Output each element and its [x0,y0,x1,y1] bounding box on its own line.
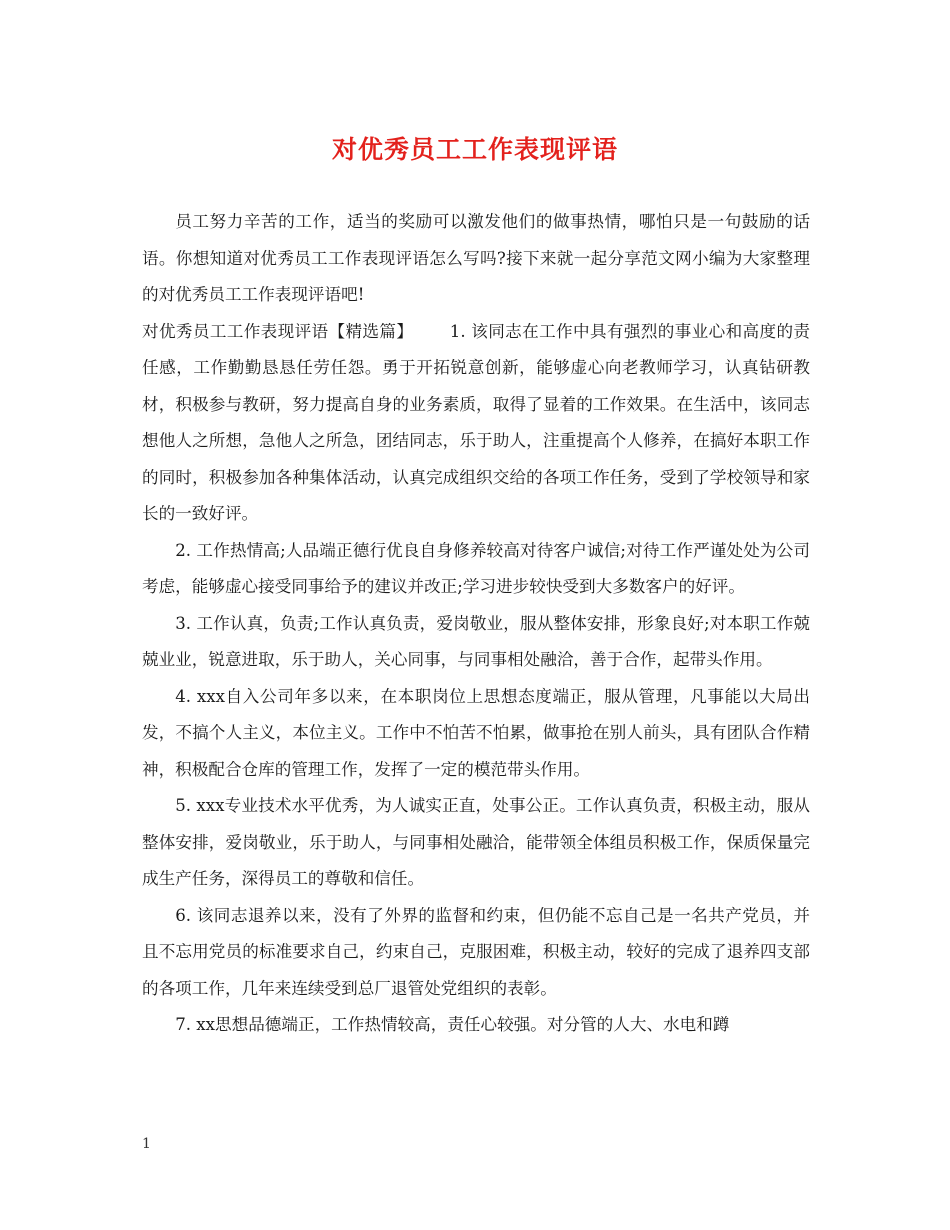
item-2: 2. 工作热情高;人品端正德行优良自身修养较高对待客户诚信;对待工作严谨处处为公司考虑，能够虚心接受同事给予的建议并改正;学习进步较快受到大多数客户的好评。 [142,540,810,596]
item-3: 3. 工作认真，负责;工作认真负责，爱岗敬业，服从整体安排，形象良好;对本职工作兢兢业业，锐意进取，乐于助人，关心同事，与同事相处融洽，善于合作，起带头作用。 [142,613,810,669]
section-heading: 对优秀员工工作表现评语【精选篇】 [142,321,414,341]
document-body [142,204,810,1044]
section-paragraph [142,314,810,533]
item-6: 6. 该同志退养以来，没有了外界的监督和约束，但仍能不忘自己是一名共产党员，并且不忘用党员的标准要求自己，约束自己，克服困难，积极主动，较好的完成了退养四支部的各项工作，几年来连续受到总厂退管处党组织的表彰。 [142,905,810,998]
intro-paragraph: 员工努力辛苦的工作，适当的奖励可以激发他们的做事热情，哪怕只是一句鼓励的话语。你想知道对优秀员工工作表现评语怎么写吗?接下来就一起分享范文网小编为大家整理的对优秀员工工作表现评语吧! [142,212,810,304]
item-4: 4. xxx自入公司年多以来，在本职岗位上思想态度端正，服从管理，凡事能以大局出发，不搞个人主义，本位主义。工作中不怕苦不怕累，做事抢在别人前头，具有团队合作精神，积极配合仓库的管理工作，发挥了一定的模范带头作用。 [142,686,810,779]
item-1: 1. 该同志在工作中具有强烈的事业心和高度的责任感，工作勤勤恳恳任劳任怨。勇于开拓锐意创新，能够虚心向老教师学习，认真钻研教材，积极参与教研，努力提高自身的业务素质，取得了显着的工作效果。在生活中，该同志想他人之所想，急他人之所急，团结同志，乐于助人，注重提高个人修养，在搞好本职工作的同时，积极参加各种集体活动，认真完成组织交给的各项工作任务，受到了学校领导和家长的一致好评。 [142,321,810,523]
document-title: 对优秀员工工作表现评语 [331,135,618,164]
page-number: 1 [142,1136,151,1152]
item-7: 7. xx思想品德端正，工作热情较高，责任心较强。对分管的人大、水电和蹲 [175,1015,730,1034]
item-5: 5. xxx专业技术水平优秀，为人诚实正直，处事公正。工作认真负责，积极主动，服从整体安排，爱岗敬业，乐于助人，与同事相处融洽，能带领全体组员积极工作，保质保量完成生产任务，深得员工的尊敬和信任。 [142,796,810,888]
